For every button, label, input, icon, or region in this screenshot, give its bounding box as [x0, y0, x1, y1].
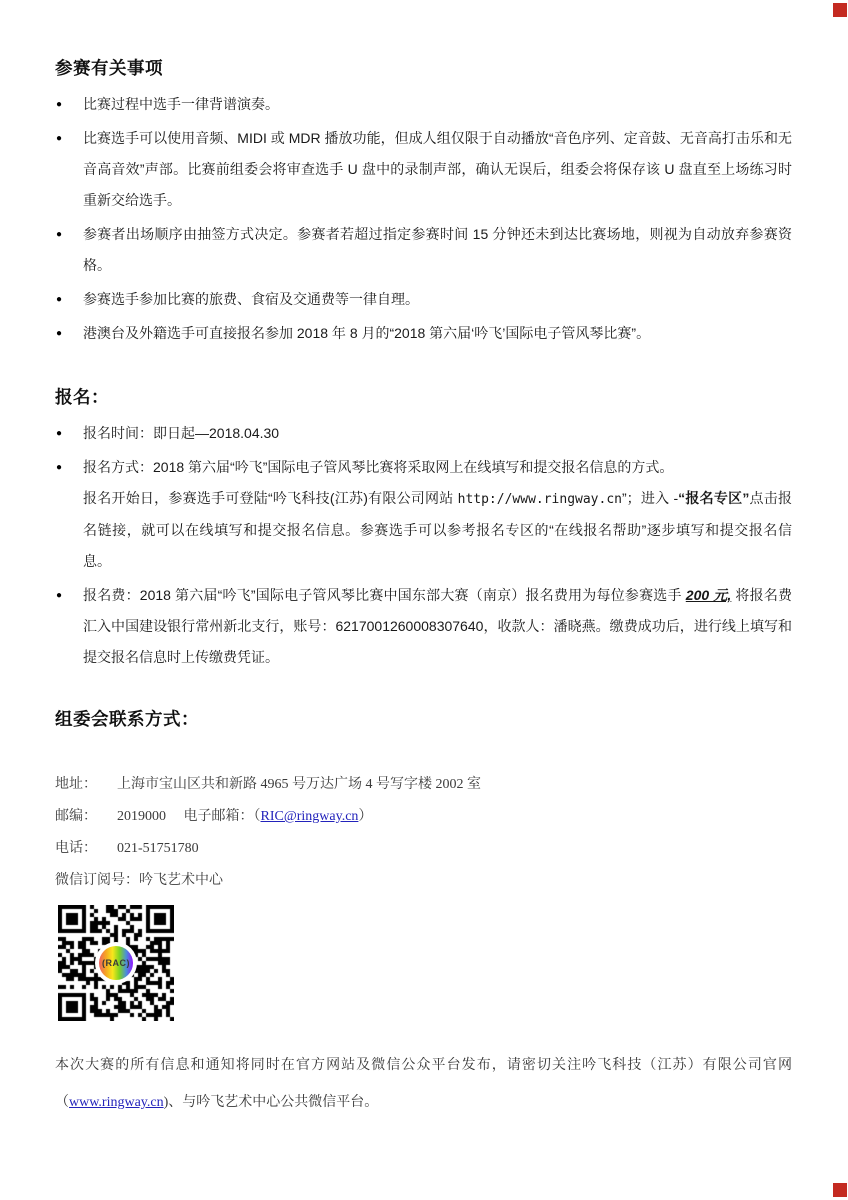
list-item — [55, 318, 792, 349]
contact-label: 微信订阅号： — [55, 873, 139, 888]
signup-list — [55, 418, 792, 673]
website-link[interactable]: www.ringway.cn — [69, 1095, 164, 1110]
text-run: 本次大赛的所有信息和通知将同时在官方网站及微信公众平台发布，请密切关注吟飞科技（江苏）有限公司官网（ — [55, 1058, 792, 1110]
text-run: 吟飞艺术中心 — [139, 873, 223, 888]
text-run: 上海市宝山区共和新路 4965 号万达广场 4 号写字楼 2002 室 — [117, 777, 481, 792]
section-heading-contact: 组委会联系方式： — [55, 709, 199, 729]
list-item — [55, 418, 792, 449]
section-heading-signup: 报名： — [55, 387, 109, 407]
wechat-qr-code — [58, 905, 174, 1021]
bullet-icon: ● — [56, 462, 63, 473]
contact-value — [117, 777, 481, 792]
contact-value — [117, 841, 199, 856]
bullet-icon: ● — [56, 99, 63, 110]
page-corner-marker-top — [833, 3, 847, 17]
qr-logo-text: (RAC) — [102, 958, 130, 968]
page-corner-marker-bottom — [833, 1183, 847, 1197]
contact-value — [117, 809, 372, 824]
bullet-icon: ● — [56, 133, 63, 144]
list-item-text — [83, 325, 650, 341]
list-item-text — [83, 425, 279, 441]
list-item-text — [83, 96, 279, 112]
text-run: 比赛过程中选手一律背谱演奏。 — [83, 96, 279, 112]
text-run: 报名开始日，参赛选手可登陆“吟飞科技(江苏)有限公司网站 — [83, 490, 458, 506]
qr-center-logo — [95, 942, 137, 984]
bullet-icon: ● — [56, 229, 63, 240]
matters-list — [55, 89, 792, 349]
signup-site-url: http://www.ringway.cn — [457, 492, 622, 507]
text-run: ”；进入 - — [622, 490, 679, 506]
list-item-text — [83, 459, 792, 569]
text-run: 参赛选手参加比赛的旅费、食宿及交通费等一律自理。 — [83, 291, 419, 307]
rainbow-logo-icon — [99, 946, 133, 980]
fee-amount: 200 元, — [685, 587, 732, 603]
text-run: )、与吟飞艺术中心公共微信平台。 — [163, 1095, 379, 1110]
contact-block — [55, 769, 792, 897]
contact-row-address — [55, 769, 792, 801]
list-item-text — [83, 130, 792, 208]
list-item-text — [83, 226, 792, 273]
contact-row-phone — [55, 833, 792, 865]
list-item — [55, 219, 792, 281]
contact-label: 电话： — [55, 841, 97, 856]
text-run: 将报名费汇入中国建设银行常州新北支行，账号：6217001260008307640，收款人：潘晓燕。缴费成功后，进行线上填写和提交报名信息时上传缴费凭证。 — [83, 587, 793, 665]
contact-value — [139, 873, 223, 888]
list-item-text — [83, 587, 792, 665]
contact-label: 邮编： — [55, 809, 97, 824]
contact-row-wechat — [55, 865, 792, 897]
list-item — [55, 123, 792, 216]
list-item — [55, 580, 792, 673]
bullet-icon: ● — [56, 294, 63, 305]
contact-row-postcode — [55, 801, 792, 833]
email-link[interactable]: RIC@ringway.cn — [260, 809, 359, 824]
text-run: 点击报名链接，就可以在线填写和提交报名信息。参赛选手可以参考报名专区的“在线报名帮助”逐步填写和提交报名信息。 — [83, 490, 793, 569]
text-run: 报名时间：即日起—2018.04.30 — [83, 425, 280, 441]
section-heading-matters: 参赛有关事项 — [55, 58, 163, 78]
text-run: ） — [358, 809, 373, 824]
contact-label: 地址： — [55, 777, 97, 792]
bullet-icon: ● — [56, 590, 63, 601]
list-item-text — [83, 291, 419, 307]
list-item — [55, 452, 792, 577]
footer-note — [55, 1047, 792, 1121]
text-run: 港澳台及外籍选手可直接报名参加 2018 年 8 月的“2018 第六届‘吟飞’国际电子管风琴比赛”。 — [83, 325, 651, 341]
text-run: 2019000 电子邮箱：（ — [117, 809, 261, 824]
text-run: 比赛选手可以使用音频、MIDI 或 MDR 播放功能，但成人组仅限于自动播放“音色序列、定音鼓、无音高打击乐和无音高音效”声部。比赛前组委会将审查选手 U 盘中的录制声部，确认无误后，组委会将保存该 U 盘直至上场练习时重新交给选手。 — [83, 130, 792, 208]
text-run: 报名费：2018 第六届“吟飞”国际电子管风琴比赛中国东部大赛（南京）报名费用为每位参赛选手 — [83, 587, 686, 603]
text-run: 参赛者出场顺序由抽签方式决定。参赛者若超过指定参赛时间 15 分钟还未到达比赛场地，则视为自动放弃参赛资格。 — [83, 226, 792, 273]
text-run: 021-51751780 — [117, 841, 199, 856]
list-item — [55, 284, 792, 315]
bullet-icon: ● — [56, 428, 63, 439]
bullet-icon: ● — [56, 328, 63, 339]
signup-zone-bold: “报名专区” — [678, 490, 750, 506]
list-item — [55, 89, 792, 120]
text-run: 报名方式：2018 第六届“吟飞”国际电子管风琴比赛将采取网上在线填写和提交报名信息的方式。 — [83, 459, 674, 475]
